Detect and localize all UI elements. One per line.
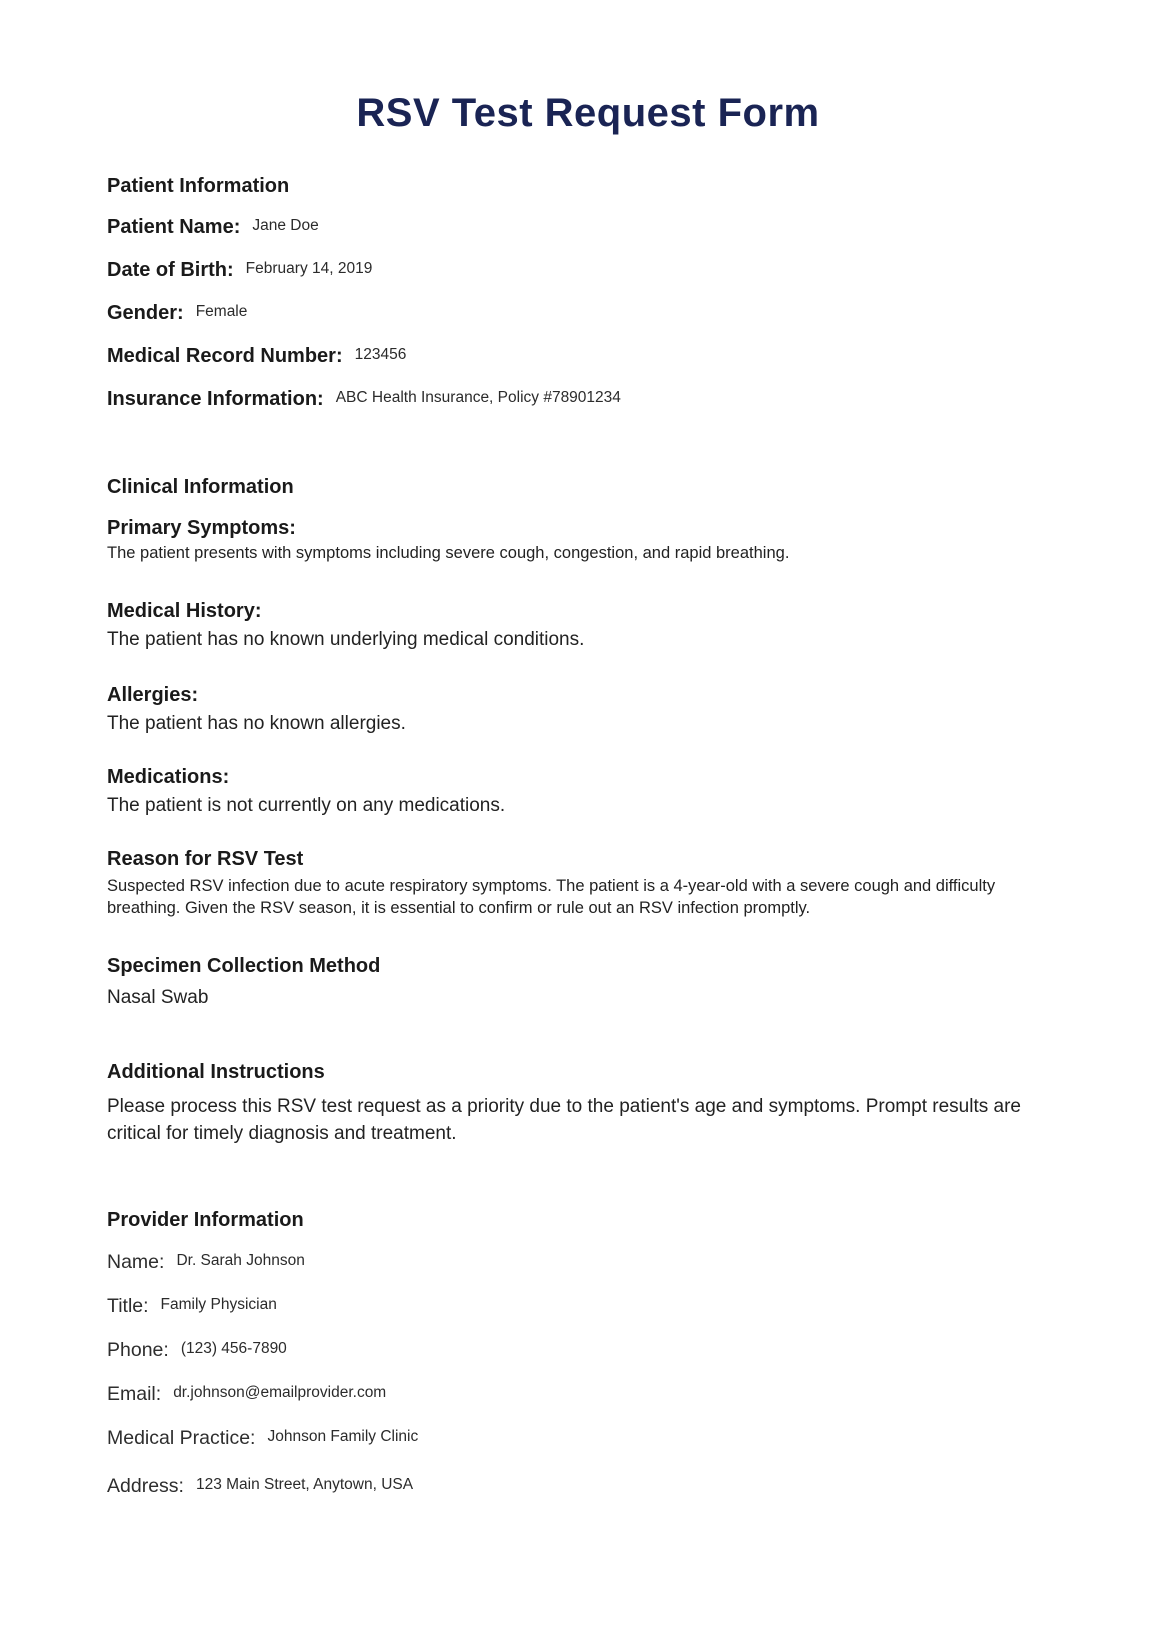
primary-symptoms-heading: Primary Symptoms: <box>107 517 296 539</box>
insurance-information-row <box>107 387 1069 413</box>
patient-information-section <box>107 174 1069 413</box>
medical-practice-label: Medical Practice: <box>107 1427 256 1449</box>
provider-information-section <box>107 1208 1069 1500</box>
provider-title-row <box>107 1294 1069 1320</box>
reason-for-rsv-test-body: Suspected RSV infection due to acute respiratory symptoms. The patient is a 4-year-old with a severe cough and difficulty breathing. Given the RSV season, it is essential to confirm or rule out an RSV infection promptly. <box>107 877 996 917</box>
provider-section-heading: Provider Information <box>107 1209 304 1231</box>
date-of-birth-row <box>107 258 1069 284</box>
provider-phone-row <box>107 1338 1069 1364</box>
reason-for-rsv-test-subsection <box>107 847 1069 919</box>
allergies-body: The patient has no known allergies. <box>107 713 406 734</box>
date-of-birth-label: Date of Birth: <box>107 259 234 281</box>
patient-name-row <box>107 215 1069 241</box>
medical-practice-value: Johnson Family Clinic <box>267 1428 419 1445</box>
medical-history-body: The patient has no known underlying medical conditions. <box>107 629 585 650</box>
allergies-subsection <box>107 683 1069 737</box>
provider-phone-value: (123) 456-7890 <box>180 1340 287 1357</box>
additional-instructions-body: Please process this RSV test request as a priority due to the patient's age and symptoms. Prompt results are critical for timely diagnosis and treatment. <box>107 1096 1021 1144</box>
medical-record-number-label: Medical Record Number: <box>107 345 343 367</box>
provider-name-row <box>107 1250 1069 1276</box>
provider-name-label: Name: <box>107 1251 165 1273</box>
provider-title-value: Family Physician <box>160 1296 277 1313</box>
provider-email-value: dr.johnson@emailprovider.com <box>173 1384 387 1401</box>
medical-record-number-row <box>107 344 1069 370</box>
insurance-information-label: Insurance Information: <box>107 388 324 410</box>
clinical-section-heading: Clinical Information <box>107 476 294 498</box>
medications-subsection <box>107 765 1069 819</box>
page-title: RSV Test Request Form <box>356 91 820 135</box>
insurance-information-value: ABC Health Insurance, Policy #78901234 <box>335 389 621 406</box>
medical-practice-row <box>107 1426 1069 1452</box>
provider-address-row <box>107 1474 1069 1500</box>
medications-heading: Medications: <box>107 766 230 788</box>
specimen-collection-method-subsection <box>107 954 1069 1011</box>
patient-name-label: Patient Name: <box>107 216 241 238</box>
provider-phone-label: Phone: <box>107 1339 169 1361</box>
provider-address-value: 123 Main Street, Anytown, USA <box>195 1476 414 1493</box>
additional-instructions-subsection <box>107 1060 1069 1147</box>
reason-for-rsv-test-heading: Reason for RSV Test <box>107 848 304 870</box>
specimen-collection-method-body: Nasal Swab <box>107 987 209 1008</box>
date-of-birth-value: February 14, 2019 <box>245 260 373 277</box>
clinical-information-section <box>107 475 1069 1147</box>
provider-email-row <box>107 1382 1069 1408</box>
provider-address-label: Address: <box>107 1475 184 1497</box>
medications-body: The patient is not currently on any medications. <box>107 795 506 816</box>
patient-section-heading: Patient Information <box>107 175 290 197</box>
gender-value: Female <box>195 303 248 320</box>
primary-symptoms-subsection <box>107 516 1069 564</box>
specimen-collection-method-heading: Specimen Collection Method <box>107 955 381 977</box>
provider-email-label: Email: <box>107 1383 162 1405</box>
gender-label: Gender: <box>107 302 184 324</box>
primary-symptoms-body: The patient presents with symptoms including severe cough, congestion, and rapid breathing. <box>107 544 790 562</box>
medical-record-number-value: 123456 <box>354 346 407 363</box>
provider-title-label: Title: <box>107 1295 149 1317</box>
patient-name-value: Jane Doe <box>252 217 319 234</box>
provider-name-value: Dr. Sarah Johnson <box>176 1252 305 1269</box>
medical-history-heading: Medical History: <box>107 600 262 622</box>
allergies-heading: Allergies: <box>107 684 199 706</box>
medical-history-subsection <box>107 599 1069 653</box>
additional-instructions-heading: Additional Instructions <box>107 1061 325 1083</box>
gender-row <box>107 301 1069 327</box>
